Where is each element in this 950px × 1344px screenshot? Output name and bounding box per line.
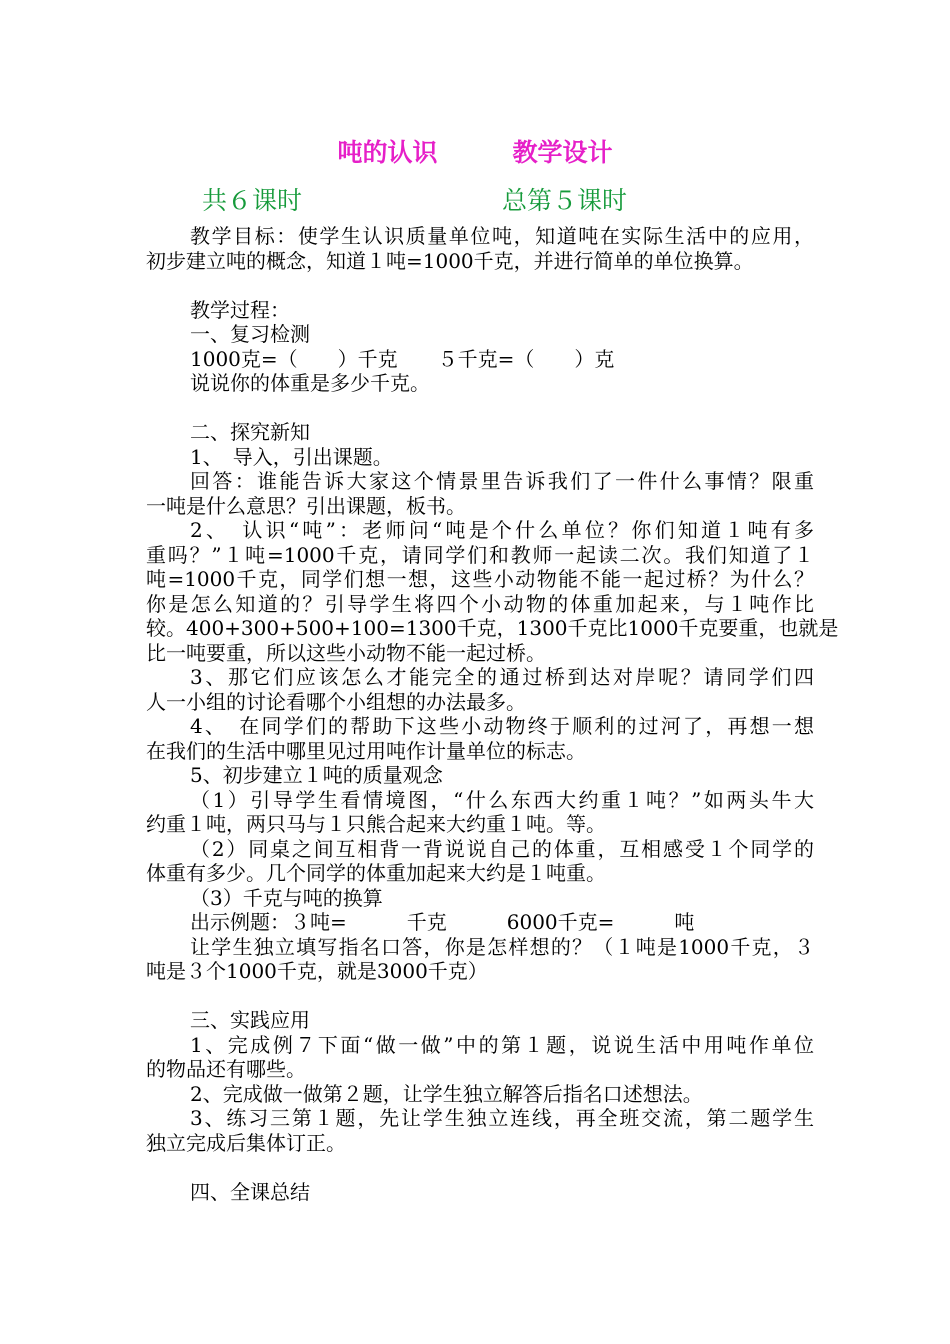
paragraph-line: 吨是３个1000千克，就是3000千克） (146, 959, 488, 983)
paragraph-line: 2、完成做一做第２题，让学生独立解答后指名口述想法。 (190, 1081, 703, 1106)
paragraph-line: 在我们的生活中哪里见过用吨作计量单位的标志。 (146, 738, 586, 763)
example-line: 出示例题：３吨= 千克 6000千克= 吨 (190, 910, 695, 934)
paragraph-line: （2）同桌之间互相背一背说说自己的体重，互相感受１个同学的 (190, 836, 814, 861)
document-title: 吨的认识 教学设计 (337, 138, 613, 167)
paragraph-line: 回答：谁能告诉大家这个情景里告诉我们了一件什么事情？限重 (190, 469, 814, 493)
goal-line-1: 教学目标：使学生认识质量单位吨，知道吨在实际生活中的应用， (190, 224, 814, 248)
blank-line (146, 1155, 814, 1180)
paragraph-line: 比一吨要重，所以这些小动物不能一起过桥。 (146, 640, 546, 665)
paragraph-line: 4、 在同学们的帮助下这些小动物终于顺利的过河了，再想一想 (190, 714, 814, 738)
blank-line (146, 273, 814, 298)
section-3-heading: 三、实践应用 (190, 1008, 310, 1032)
paragraph-line: 3、练习三第１题，先让学生独立连线，再全班交流，第二题学生 (190, 1106, 814, 1130)
section-4-heading: 四、全课总结 (190, 1179, 310, 1204)
paragraph-line: 让学生独立填写指名口答，你是怎样想的？（１吨是1000千克，３ (190, 934, 814, 959)
review-exercise: 1000克=（ ）千克 ５千克=（ ）克 (190, 346, 615, 371)
paragraph-line: 吨=1000千克，同学们想一想，这些小动物能不能一起过桥？为什么？ (146, 567, 814, 591)
section-2-heading: 二、探究新知 (190, 420, 310, 444)
paragraph-line: （1）引导学生看情境图，“什么东西大约重１吨？”如两头牛大 (190, 787, 814, 812)
paragraph-line: 较。400+300+500+100=1300千克，1300千克比1000千克要重，也就是 (146, 616, 839, 640)
blank-line (146, 396, 814, 421)
goal-line-2: 初步建立吨的概念，知道１吨=1000千克，并进行简单的单位换算。 (146, 248, 754, 273)
paragraph-line: 独立完成后集体订正。 (146, 1130, 346, 1155)
paragraph-line: 一吨是什么意思？引出课题，板书。 (146, 493, 466, 518)
review-question: 说说你的体重是多少千克。 (190, 371, 430, 395)
paragraph-line: 重吗？”１吨=1000千克，请同学们和教师一起读二次。我们知道了１ (146, 542, 814, 567)
paragraph-line: 人一小组的讨论看哪个小组想的办法最多。 (146, 689, 526, 714)
step-1-line: 1、 导入，引出课题。 (190, 444, 393, 469)
paragraph-line: 约重１吨，两只马与１只熊合起来大约重１吨。等。 (146, 812, 606, 836)
step-5-heading: 5、初步建立１吨的质量观念 (190, 763, 443, 787)
paragraph-line: 体重有多少。几个同学的体重加起来大约是１吨重。 (146, 861, 606, 885)
blank-line (146, 984, 814, 1009)
paragraph-line: 的物品还有哪些。 (146, 1057, 306, 1081)
conversion-heading: （3）千克与吨的换算 (190, 885, 383, 910)
lesson-count-subtitle: 共６课时 总第５课时 (202, 186, 628, 215)
section-1-heading: 一、复习检测 (190, 322, 310, 346)
paragraph-line: 3、那它们应该怎么才能完全的通过桥到达对岸呢？请同学们四 (190, 665, 814, 689)
paragraph-line: 2、 认识“吨”：老师问“吨是个什么单位？你们知道１吨有多 (190, 518, 814, 542)
paragraph-line: 你是怎么知道的？引导学生将四个小动物的体重加起来，与１吨作比 (146, 591, 814, 616)
document-body (146, 224, 839, 1204)
paragraph-line: 1、完成例７下面“做一做”中的第１题，说说生活中用吨作单位 (190, 1032, 814, 1057)
process-heading: 教学过程： (190, 297, 290, 322)
